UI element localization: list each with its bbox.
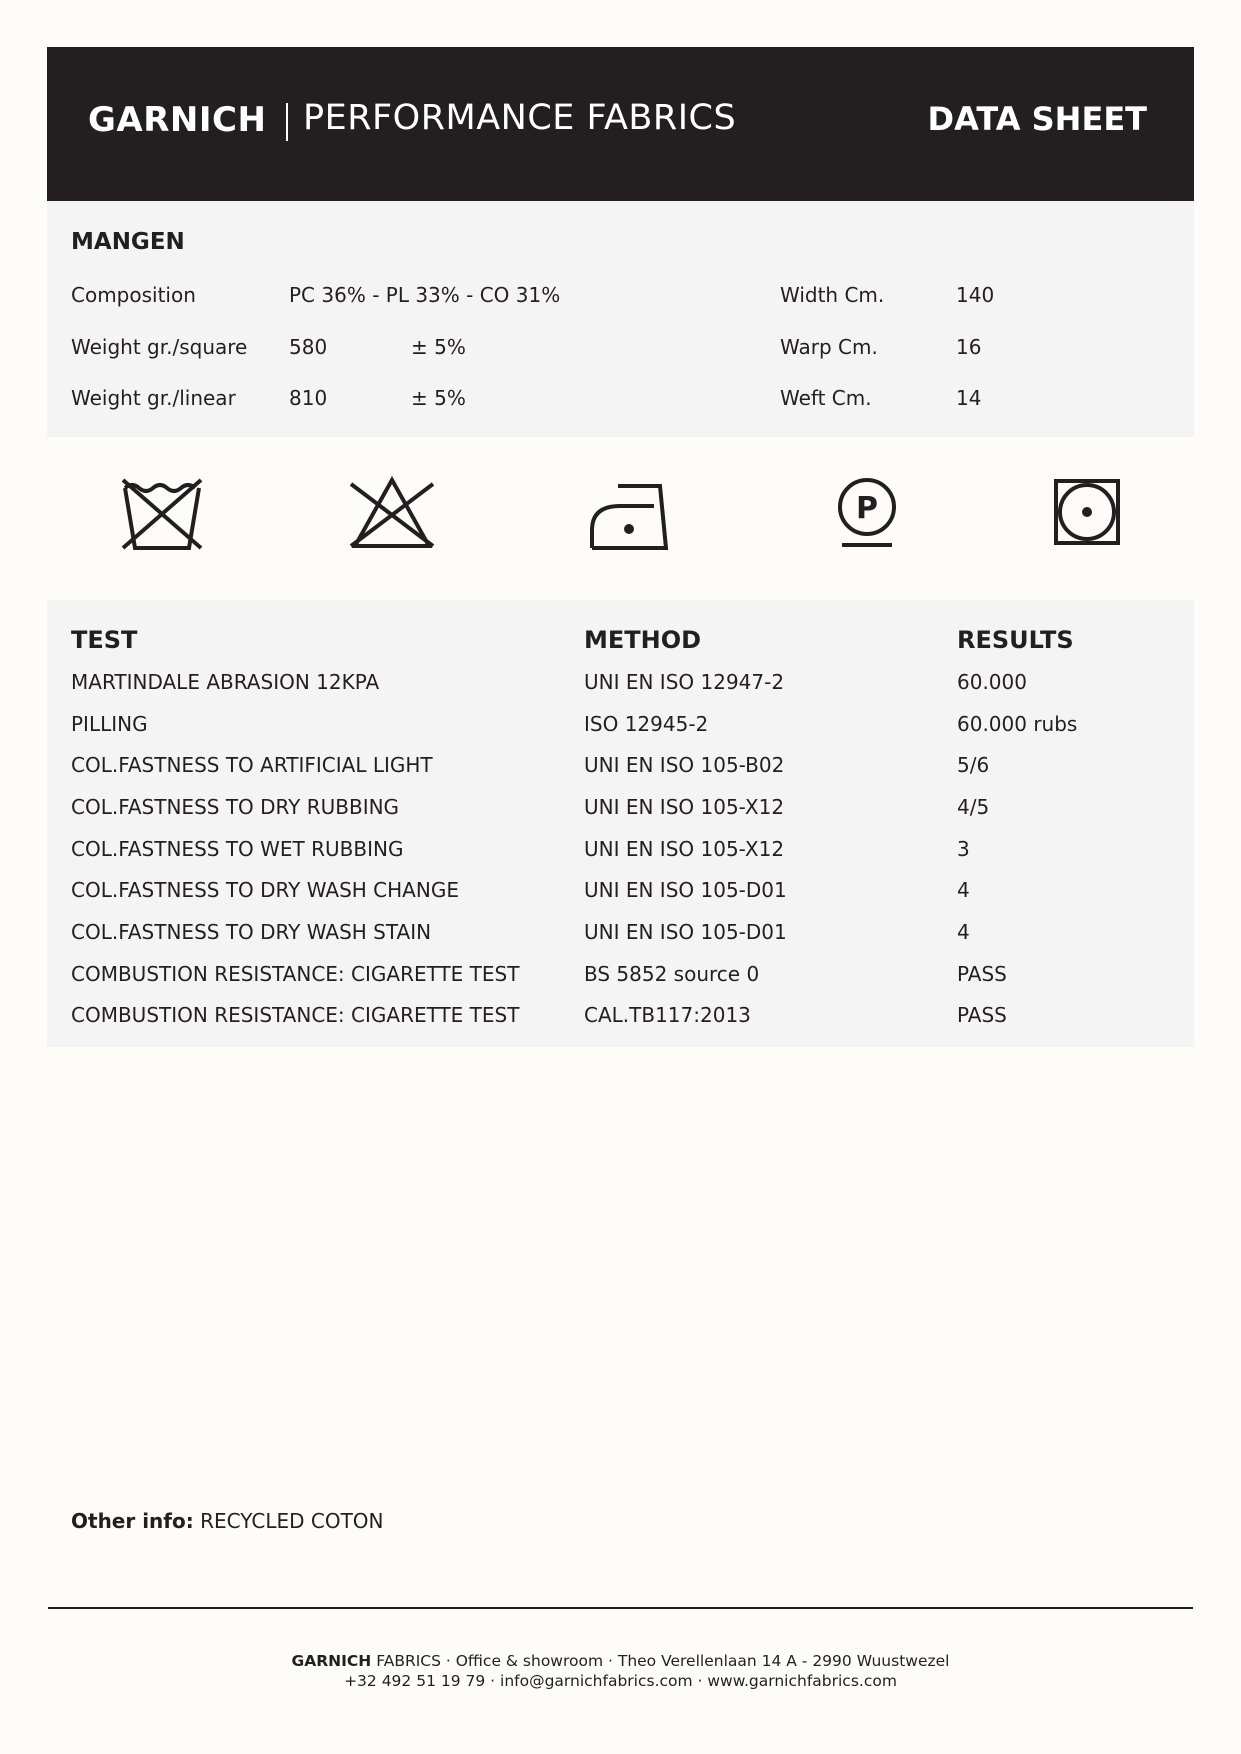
brand-name: GARNICH — [88, 100, 267, 140]
spec-label: Warp Cm. — [780, 335, 878, 359]
test-method: UNI EN ISO 105-D01 — [584, 920, 787, 944]
header-banner — [47, 47, 1194, 201]
test-method: UNI EN ISO 12947-2 — [584, 670, 785, 694]
other-info-label: Other info: — [71, 1509, 194, 1533]
test-name: PILLING — [71, 712, 148, 736]
brand-tagline: PERFORMANCE FABRICS — [303, 98, 737, 138]
test-name: COMBUSTION RESISTANCE: CIGARETTE TEST — [71, 962, 520, 986]
other-info-value: RECYCLED COTON — [200, 1509, 384, 1533]
test-result: 5/6 — [957, 753, 990, 777]
test-name: COL.FASTNESS TO DRY WASH STAIN — [71, 920, 432, 944]
test-name: COL.FASTNESS TO DRY RUBBING — [71, 795, 400, 819]
test-method: BS 5852 source 0 — [584, 962, 760, 986]
iron-low-heat-icon — [584, 470, 670, 556]
test-name: COMBUSTION RESISTANCE: CIGARETTE TEST — [71, 1003, 520, 1027]
test-method: UNI EN ISO 105-X12 — [584, 795, 785, 819]
spec-value: 580 — [289, 335, 328, 359]
tumble-dry-low-icon — [1050, 470, 1136, 556]
brand-divider — [286, 103, 288, 141]
product-name: MANGEN — [71, 229, 185, 255]
test-name: COL.FASTNESS TO WET RUBBING — [71, 837, 404, 861]
test-name: COL.FASTNESS TO DRY WASH CHANGE — [71, 878, 459, 902]
do-not-wash-icon — [119, 470, 205, 556]
footer-line-1 — [0, 1651, 1241, 1671]
other-info — [71, 1511, 384, 1531]
column-header-results: RESULTS — [957, 626, 1074, 654]
column-header-method: METHOD — [584, 626, 702, 654]
spec-value: PC 36% - PL 33% - CO 31% — [289, 283, 561, 307]
footer-brand: GARNICH — [291, 1652, 372, 1670]
spec-tolerance: ± 5% — [411, 335, 466, 359]
footer-divider — [48, 1607, 1193, 1609]
test-method: UNI EN ISO 105-D01 — [584, 878, 787, 902]
spec-label: Weight gr./square — [71, 335, 248, 359]
test-result: 60.000 — [957, 670, 1027, 694]
dry-clean-letter: P — [856, 491, 878, 526]
test-result: 3 — [957, 837, 970, 861]
spec-value: 14 — [956, 386, 982, 410]
do-not-bleach-icon — [349, 470, 435, 556]
test-result: 4/5 — [957, 795, 990, 819]
test-method: UNI EN ISO 105-B02 — [584, 753, 785, 777]
test-name: COL.FASTNESS TO ARTIFICIAL LIGHT — [71, 753, 433, 777]
dry-clean-p-icon — [824, 470, 910, 556]
spec-label: Weight gr./linear — [71, 386, 236, 410]
test-method: ISO 12945-2 — [584, 712, 709, 736]
spec-label: Composition — [71, 283, 196, 307]
test-name: MARTINDALE ABRASION 12KPA — [71, 670, 380, 694]
test-results-table — [47, 600, 1194, 1047]
care-symbols — [47, 470, 1194, 580]
footer — [0, 1651, 1241, 1691]
test-result: 4 — [957, 878, 970, 902]
footer-contact: +32 492 51 19 79 · info@garnichfabrics.com · www.garnichfabrics.com — [344, 1672, 897, 1690]
spec-value: 16 — [956, 335, 982, 359]
test-result: PASS — [957, 1003, 1007, 1027]
spec-value: 140 — [956, 283, 995, 307]
spec-label: Width Cm. — [780, 283, 885, 307]
test-method: CAL.TB117:2013 — [584, 1003, 751, 1027]
spec-value: 810 — [289, 386, 328, 410]
footer-address: FABRICS · Office & showroom · Theo Verellenlaan 14 A - 2990 Wuustwezel — [376, 1652, 950, 1670]
document-type: DATA SHEET — [927, 100, 1147, 138]
test-result: 4 — [957, 920, 970, 944]
specifications-panel — [47, 201, 1194, 437]
spec-label: Weft Cm. — [780, 386, 872, 410]
column-header-test: TEST — [71, 626, 138, 654]
test-result: PASS — [957, 962, 1007, 986]
spec-tolerance: ± 5% — [411, 386, 466, 410]
test-method: UNI EN ISO 105-X12 — [584, 837, 785, 861]
test-result: 60.000 rubs — [957, 712, 1078, 736]
